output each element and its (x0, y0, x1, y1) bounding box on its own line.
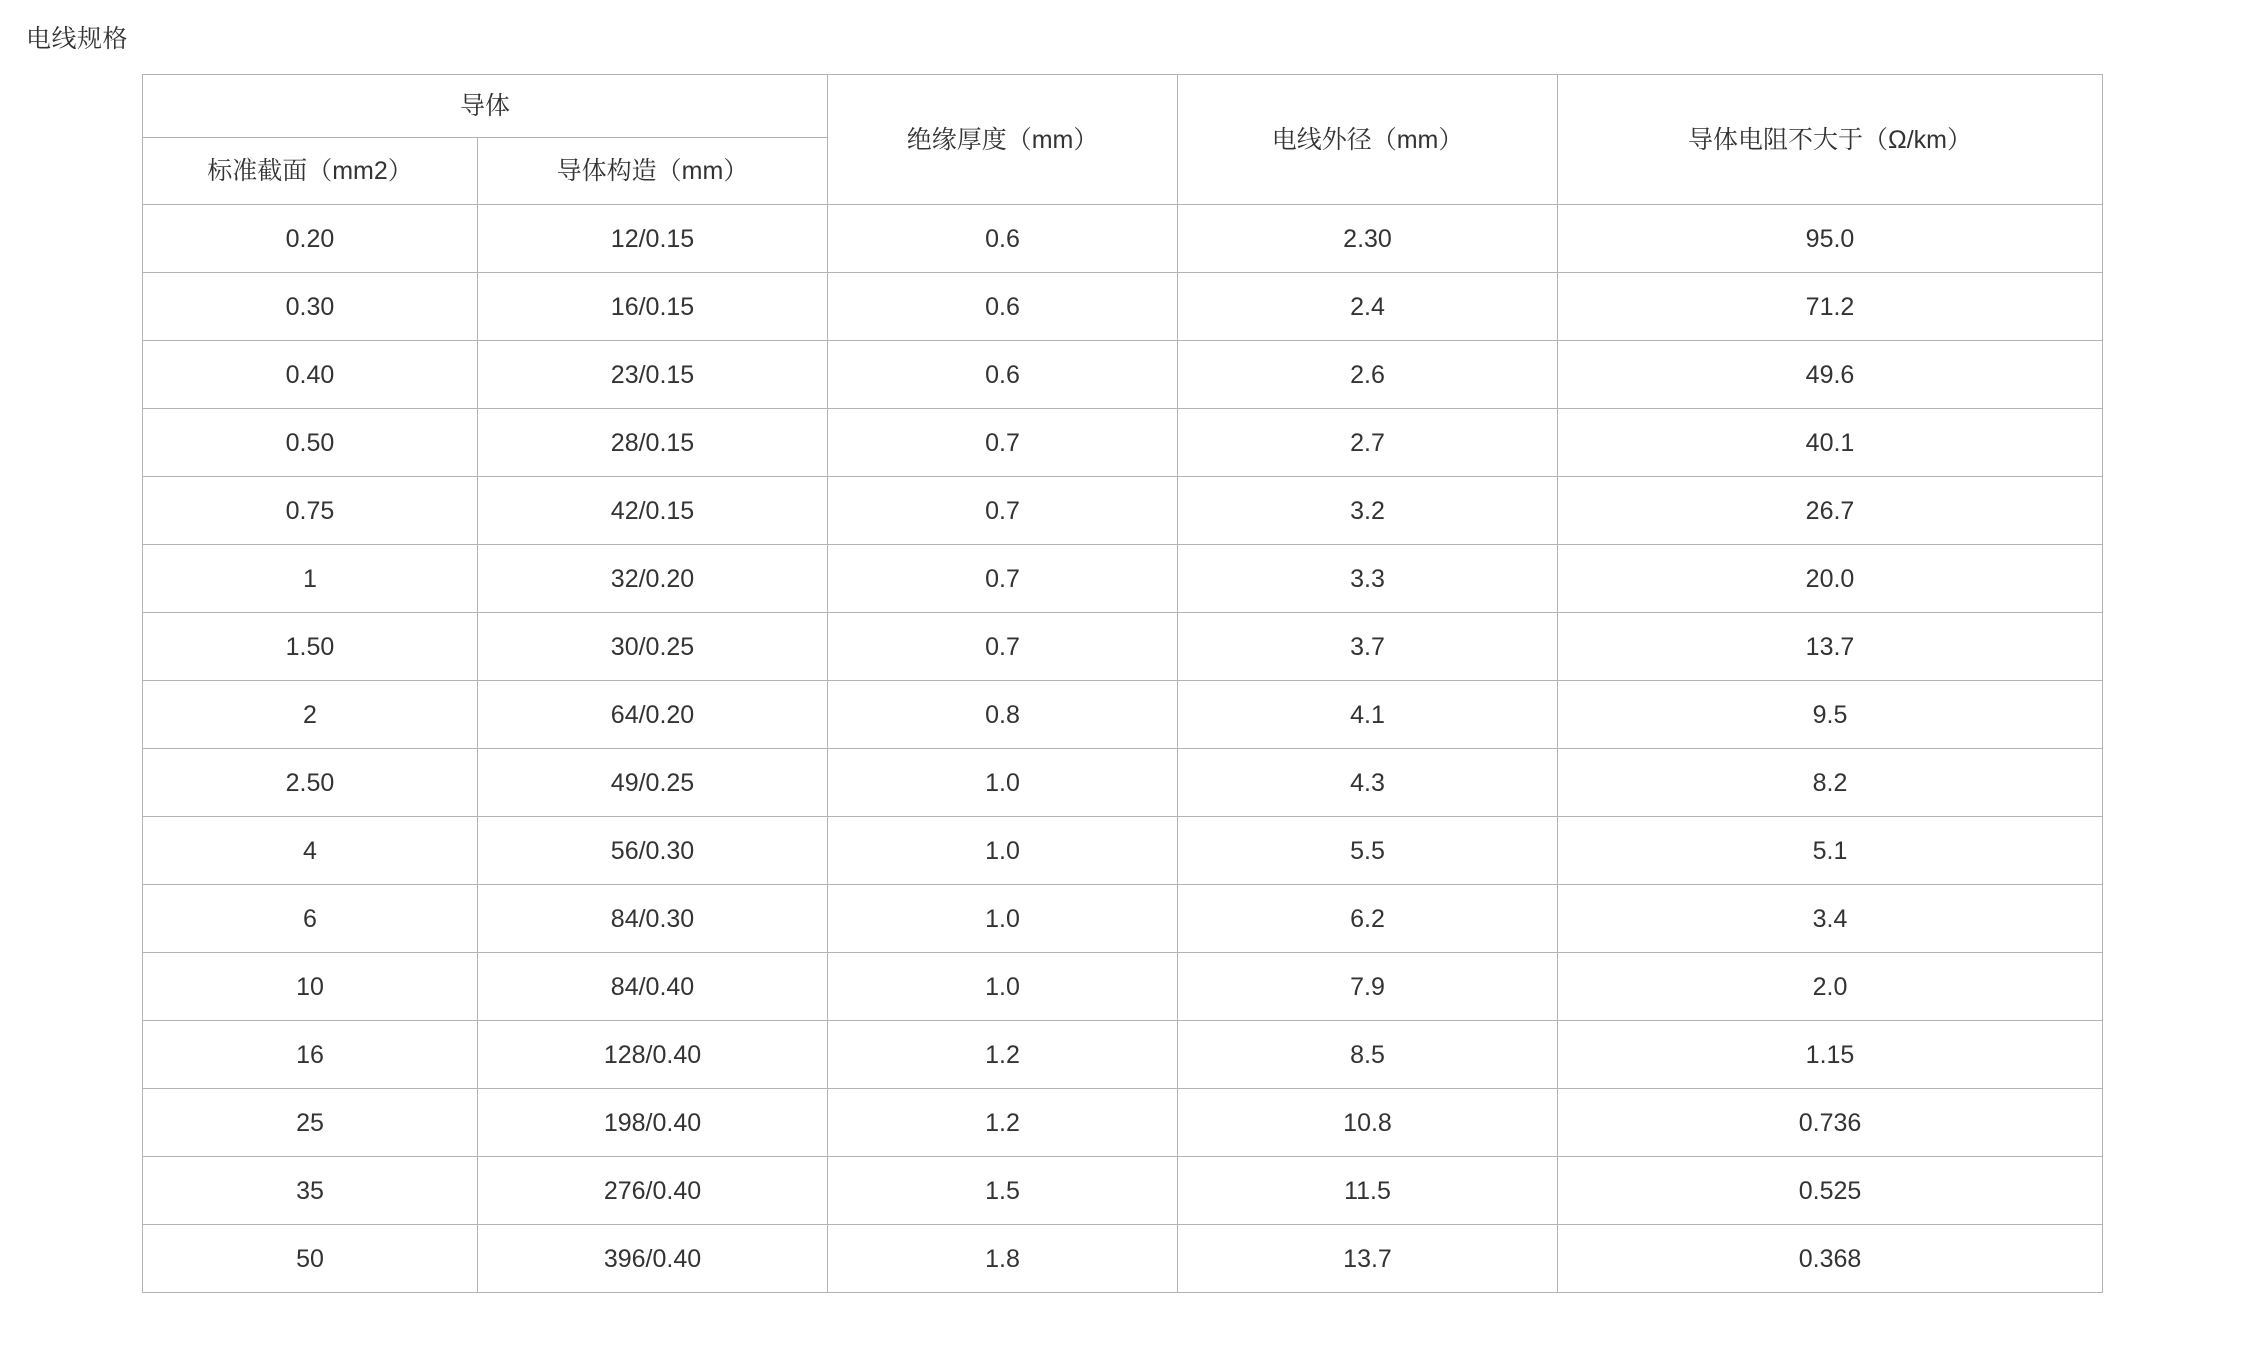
cell-wire-outer-diameter (1178, 1021, 1558, 1089)
cell-conductor-resistance (1558, 341, 2103, 409)
cell-conductor-section (143, 273, 478, 341)
cell-conductor-section-text: 0.40 (285, 360, 335, 389)
cell-insulation-thickness-text: 0.7 (985, 428, 1020, 457)
cell-conductor-construction-text: 16/0.15 (610, 292, 695, 321)
cell-insulation-thickness-text: 1.5 (985, 1176, 1020, 1205)
cell-conductor-section (143, 1021, 478, 1089)
cell-wire-outer-diameter (1178, 205, 1558, 273)
cell-wire-outer-diameter-text: 11.5 (1344, 1176, 1391, 1205)
cell-conductor-construction (478, 1089, 828, 1157)
cell-conductor-construction-text: 84/0.40 (610, 972, 695, 1001)
cell-wire-outer-diameter-text: 4.3 (1350, 768, 1385, 797)
cell-conductor-construction (478, 1021, 828, 1089)
cell-insulation-thickness (828, 749, 1178, 817)
cell-conductor-resistance-text: 95.0 (1805, 224, 1855, 253)
cell-wire-outer-diameter (1178, 749, 1558, 817)
cell-insulation-thickness (828, 1089, 1178, 1157)
cell-conductor-resistance (1558, 885, 2103, 953)
cell-conductor-construction (478, 681, 828, 749)
cell-wire-outer-diameter-text: 2.4 (1350, 292, 1385, 321)
cell-conductor-section (143, 545, 478, 613)
cell-insulation-thickness-text: 1.0 (985, 768, 1020, 797)
cell-conductor-resistance-text: 26.7 (1805, 496, 1855, 525)
cell-conductor-section-text: 10 (296, 972, 324, 1001)
table-row (143, 885, 2103, 953)
cell-wire-outer-diameter (1178, 953, 1558, 1021)
cell-wire-outer-diameter (1178, 341, 1558, 409)
cell-conductor-section (143, 1225, 478, 1293)
cell-conductor-construction (478, 885, 828, 953)
cell-conductor-resistance (1558, 1089, 2103, 1157)
cell-conductor-resistance-text: 49.6 (1805, 360, 1855, 389)
cell-conductor-construction-text: 198/0.40 (603, 1108, 702, 1137)
table-row (143, 341, 2103, 409)
cell-conductor-section (143, 681, 478, 749)
cell-wire-outer-diameter (1178, 681, 1558, 749)
cell-conductor-construction-text: 12/0.15 (610, 224, 695, 253)
table-row (143, 1021, 2103, 1089)
cell-conductor-resistance (1558, 273, 2103, 341)
cell-conductor-section-text: 16 (296, 1040, 324, 1069)
cell-insulation-thickness (828, 885, 1178, 953)
cell-wire-outer-diameter (1178, 613, 1558, 681)
cell-wire-outer-diameter (1178, 477, 1558, 545)
cell-insulation-thickness (828, 545, 1178, 613)
cell-conductor-resistance-text: 0.525 (1798, 1176, 1862, 1205)
cell-conductor-resistance (1558, 681, 2103, 749)
cell-conductor-construction-text: 23/0.15 (610, 360, 695, 389)
cell-conductor-resistance (1558, 477, 2103, 545)
cell-wire-outer-diameter (1178, 273, 1558, 341)
cell-conductor-section-text: 1.50 (285, 632, 335, 661)
cell-conductor-section-text: 0.75 (285, 496, 335, 525)
cell-conductor-resistance (1558, 749, 2103, 817)
cell-conductor-resistance-text: 0.368 (1798, 1244, 1862, 1273)
cell-insulation-thickness-text: 0.7 (985, 496, 1020, 525)
cell-wire-outer-diameter (1178, 545, 1558, 613)
cell-conductor-construction-text: 64/0.20 (610, 700, 695, 729)
cell-conductor-construction (478, 613, 828, 681)
cell-conductor-construction (478, 477, 828, 545)
cell-conductor-resistance (1558, 1021, 2103, 1089)
table-row (143, 1225, 2103, 1293)
header-group-conductor: 导体 (143, 75, 828, 138)
cell-insulation-thickness-text: 1.0 (985, 836, 1020, 865)
cell-conductor-section-text: 0.20 (285, 224, 335, 253)
cell-insulation-thickness (828, 205, 1178, 273)
cell-wire-outer-diameter-text: 3.2 (1350, 496, 1385, 525)
table-row (143, 273, 2103, 341)
cell-conductor-construction-text: 42/0.15 (610, 496, 695, 525)
cell-conductor-construction (478, 953, 828, 1021)
cell-conductor-resistance (1558, 613, 2103, 681)
table-row (143, 205, 2103, 273)
cell-conductor-resistance (1558, 205, 2103, 273)
cell-insulation-thickness-text: 0.7 (985, 632, 1020, 661)
cell-insulation-thickness-text: 1.0 (985, 904, 1020, 933)
cell-conductor-resistance-text: 3.4 (1812, 904, 1848, 933)
cell-insulation-thickness-text: 0.6 (985, 224, 1020, 253)
table-row (143, 409, 2103, 477)
cell-conductor-construction-text: 84/0.30 (610, 904, 695, 933)
cell-insulation-thickness (828, 477, 1178, 545)
table-row (143, 749, 2103, 817)
cell-wire-outer-diameter-text: 7.9 (1350, 972, 1385, 1001)
cell-conductor-section-text: 25 (296, 1108, 324, 1137)
cell-conductor-resistance (1558, 409, 2103, 477)
cell-conductor-construction (478, 1157, 828, 1225)
cell-conductor-section (143, 1157, 478, 1225)
cell-conductor-resistance-text: 20.0 (1805, 564, 1855, 593)
cell-insulation-thickness-text: 0.6 (985, 292, 1020, 321)
page-title: 电线规格 (26, 25, 129, 53)
cell-wire-outer-diameter-text: 3.3 (1350, 564, 1385, 593)
cell-conductor-section-text: 35 (296, 1176, 324, 1205)
cell-insulation-thickness-text: 1.2 (985, 1040, 1020, 1069)
cell-conductor-resistance (1558, 953, 2103, 1021)
cell-insulation-thickness (828, 1225, 1178, 1293)
cell-insulation-thickness (828, 341, 1178, 409)
cell-wire-outer-diameter-text: 6.2 (1350, 904, 1385, 933)
cell-conductor-section-text: 2 (303, 700, 317, 729)
cell-insulation-thickness-text: 1.2 (985, 1108, 1020, 1137)
header-conductor-section: 标准截面（mm2） (143, 138, 478, 205)
table-row (143, 1089, 2103, 1157)
cell-insulation-thickness-text: 0.8 (985, 700, 1020, 729)
cell-conductor-section (143, 613, 478, 681)
cell-wire-outer-diameter-text: 8.5 (1350, 1040, 1385, 1069)
cell-conductor-construction-text: 30/0.25 (610, 632, 695, 661)
cell-conductor-section-text: 6 (303, 904, 317, 933)
cell-conductor-resistance-text: 13.7 (1805, 632, 1855, 661)
cell-conductor-construction-text: 28/0.15 (610, 428, 695, 457)
cell-insulation-thickness (828, 817, 1178, 885)
cell-insulation-thickness (828, 613, 1178, 681)
cell-insulation-thickness (828, 953, 1178, 1021)
table-header-row-group (143, 75, 2103, 138)
cell-conductor-section (143, 205, 478, 273)
cell-wire-outer-diameter-text: 5.5 (1350, 836, 1385, 865)
cell-conductor-section (143, 885, 478, 953)
cell-conductor-construction-text: 56/0.30 (610, 836, 695, 865)
cell-conductor-construction (478, 341, 828, 409)
cell-conductor-section-text: 1 (303, 564, 317, 593)
cell-conductor-resistance-text: 9.5 (1812, 700, 1848, 729)
cell-insulation-thickness-text: 0.7 (985, 564, 1020, 593)
cell-wire-outer-diameter-text: 13.7 (1343, 1244, 1392, 1273)
cell-wire-outer-diameter (1178, 1225, 1558, 1293)
cell-conductor-construction-text: 49/0.25 (610, 768, 695, 797)
cell-conductor-construction (478, 1225, 828, 1293)
cell-insulation-thickness (828, 681, 1178, 749)
cell-wire-outer-diameter (1178, 1089, 1558, 1157)
cell-wire-outer-diameter (1178, 1157, 1558, 1225)
cell-wire-outer-diameter-text: 4.1 (1350, 700, 1385, 729)
cell-insulation-thickness (828, 273, 1178, 341)
cell-insulation-thickness (828, 1021, 1178, 1089)
table-body (143, 205, 2103, 1293)
cell-conductor-section (143, 749, 478, 817)
cell-conductor-resistance (1558, 545, 2103, 613)
cell-conductor-section (143, 817, 478, 885)
header-insulation-thickness: 绝缘厚度（mm） (828, 75, 1178, 205)
cell-insulation-thickness (828, 1157, 1178, 1225)
cell-conductor-construction-text: 32/0.20 (610, 564, 695, 593)
header-conductor-construction: 导体构造（mm） (478, 138, 828, 205)
table-row (143, 817, 2103, 885)
cell-conductor-construction-text: 396/0.40 (603, 1244, 702, 1273)
cell-conductor-resistance (1558, 1225, 2103, 1293)
cell-conductor-construction (478, 409, 828, 477)
cell-conductor-resistance-text: 40.1 (1805, 428, 1855, 457)
table-row (143, 953, 2103, 1021)
cell-conductor-section-text: 2.50 (285, 768, 335, 797)
cell-conductor-resistance-text: 2.0 (1812, 972, 1848, 1001)
cell-conductor-section (143, 341, 478, 409)
table-row (143, 613, 2103, 681)
cell-conductor-construction (478, 545, 828, 613)
cell-conductor-construction (478, 273, 828, 341)
cell-wire-outer-diameter-text: 3.7 (1350, 632, 1385, 661)
cell-conductor-resistance-text: 5.1 (1812, 836, 1848, 865)
cell-insulation-thickness-text: 0.6 (985, 360, 1020, 389)
cell-wire-outer-diameter-text: 2.7 (1350, 428, 1385, 457)
wire-spec-table (142, 74, 2103, 1293)
header-wire-outer-diameter: 电线外径（mm） (1178, 75, 1558, 205)
cell-conductor-construction (478, 749, 828, 817)
cell-conductor-section-text: 50 (296, 1244, 324, 1273)
cell-conductor-resistance-text: 0.736 (1798, 1108, 1862, 1137)
cell-conductor-section-text: 0.50 (285, 428, 335, 457)
cell-conductor-construction-text: 128/0.40 (603, 1040, 702, 1069)
cell-wire-outer-diameter-text: 2.30 (1343, 224, 1392, 253)
cell-conductor-resistance-text: 1.15 (1805, 1040, 1855, 1069)
cell-conductor-resistance (1558, 817, 2103, 885)
cell-conductor-construction (478, 817, 828, 885)
wire-spec-table-container (142, 74, 2102, 1293)
cell-conductor-section (143, 477, 478, 545)
cell-wire-outer-diameter-text: 2.6 (1350, 360, 1385, 389)
cell-insulation-thickness-text: 1.8 (985, 1244, 1020, 1273)
cell-conductor-resistance (1558, 1157, 2103, 1225)
table-row (143, 1157, 2103, 1225)
cell-wire-outer-diameter-text: 10.8 (1343, 1108, 1392, 1137)
cell-insulation-thickness-text: 1.0 (985, 972, 1020, 1001)
cell-conductor-construction-text: 276/0.40 (603, 1176, 702, 1205)
table-header (143, 75, 2103, 205)
cell-wire-outer-diameter (1178, 409, 1558, 477)
table-row (143, 545, 2103, 613)
cell-conductor-section-text: 0.30 (285, 292, 335, 321)
cell-conductor-construction (478, 205, 828, 273)
cell-conductor-resistance-text: 71.2 (1805, 292, 1855, 321)
cell-insulation-thickness (828, 409, 1178, 477)
cell-conductor-section (143, 953, 478, 1021)
cell-wire-outer-diameter (1178, 885, 1558, 953)
cell-wire-outer-diameter (1178, 817, 1558, 885)
table-row (143, 681, 2103, 749)
cell-conductor-section-text: 4 (303, 836, 317, 865)
header-conductor-resistance: 导体电阻不大于（Ω/km） (1558, 75, 2103, 205)
cell-conductor-section (143, 1089, 478, 1157)
table-row (143, 477, 2103, 545)
cell-conductor-section (143, 409, 478, 477)
cell-conductor-resistance-text: 8.2 (1812, 768, 1848, 797)
